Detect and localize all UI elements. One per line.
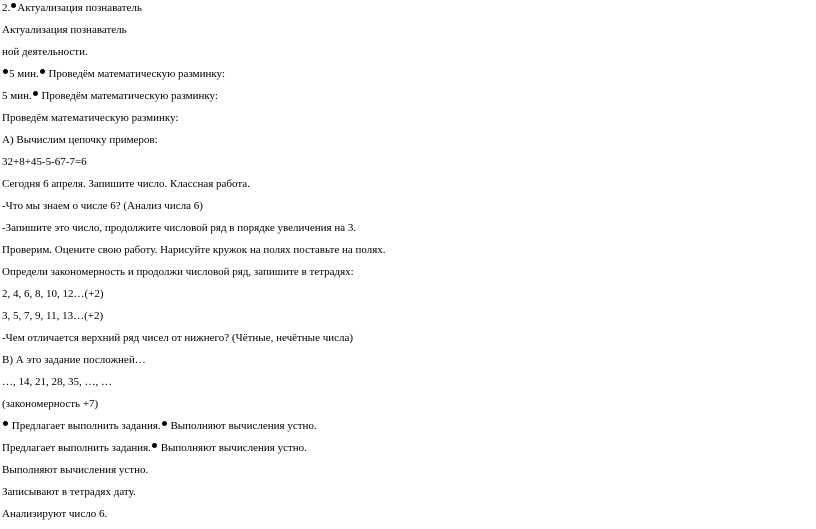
text-line: …, 14, 21, 28, 35, …, … — [2, 376, 112, 388]
text-line — [2, 68, 225, 81]
text-line: Анализируют число 6. — [2, 508, 108, 520]
text-line: А) Вычислим цепочку примеров: — [2, 134, 158, 146]
heading-text: Актуализация познаватель — [17, 2, 142, 14]
bullet-icon — [33, 91, 38, 96]
bullet-icon — [3, 421, 8, 426]
text-line: 2, 4, 6, 8, 10, 12…(+2) — [2, 288, 104, 300]
line-part: Предлагает выполнить задания. — [9, 420, 161, 432]
bullet-icon — [11, 3, 16, 8]
text-line: -Чем отличается верхний ряд чисел от нижнего? (Чётные, нечётные числа) — [2, 332, 354, 344]
text-line: -Запишите это число, продолжите числовой ряд в порядке увеличения на 3. — [2, 222, 357, 234]
text-line: Записывают в тетрадях дату. — [2, 486, 136, 498]
line-part: Проведём математическую разминку: — [38, 90, 218, 102]
text-line: Сегодня 6 апреля. Запишите число. Классная работа. — [2, 178, 250, 190]
text-line: 3, 5, 7, 9, 11, 13…(+2) — [2, 310, 104, 322]
text-line — [2, 442, 307, 455]
bullet-icon — [162, 421, 167, 426]
text-line — [2, 90, 218, 103]
line-part: Выполняют вычисления устно. — [167, 420, 317, 432]
line-part: Проведём математическую разминку: — [45, 68, 225, 80]
line-part: 5 мин. — [2, 90, 32, 102]
section-number: 2. — [2, 2, 11, 14]
text-line — [2, 420, 317, 433]
text-line: В) А это задание посложней… — [2, 354, 146, 366]
text-line: Выполняют вычисления устно. — [2, 464, 149, 476]
bullet-icon — [40, 69, 45, 74]
line-part: Предлагает выполнить задания. — [2, 442, 151, 454]
text-line: Определи закономерность и продолжи числовой ряд, запишите в тетрадях: — [2, 266, 354, 278]
text-line: (закономерность +7) — [2, 398, 99, 410]
text-line: Проведём математическую разминку: — [2, 112, 179, 124]
line-part: Выполняют вычисления устно. — [157, 442, 307, 454]
text-line: Проверим. Оцените свою работу. Нарисуйте кружок на полях поставьте на полях. — [2, 244, 386, 256]
text-line: Актуализация познаватель — [2, 24, 127, 36]
bullet-icon — [3, 69, 8, 74]
text-line: ной деятельности. — [2, 46, 88, 58]
line-part: 5 мин. — [9, 68, 39, 80]
text-line: -Что мы знаем о числе 6? (Анализ числа 6) — [2, 200, 203, 212]
bullet-icon — [152, 443, 157, 448]
text-line: 32+8+45-5-67-7=6 — [2, 156, 87, 168]
heading-line — [2, 2, 142, 15]
